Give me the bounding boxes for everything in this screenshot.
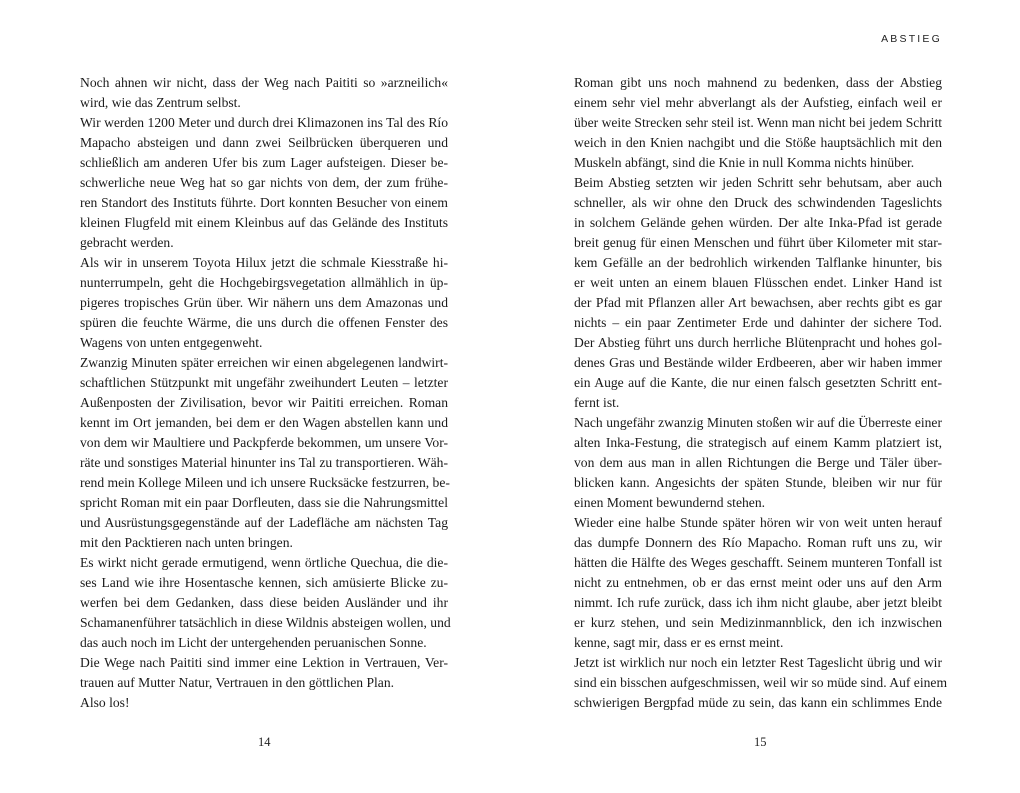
left-page-number: 14 — [258, 735, 271, 749]
text-line: schaftlichen Stützpunkt mit ungefähr zweihundert Leuten – letzter — [80, 375, 448, 390]
text-line: weich in den Knien nachgibt und die Stöße hauptsächlich mit den — [574, 135, 942, 150]
text-line: räte und sonstiges Material hinunter ins Tal zu transportieren. Wäh- — [80, 455, 448, 470]
text-line: Zwanzig Minuten später erreichen wir einen abgelegenen landwirt- — [80, 355, 448, 370]
text-line: kem Gefälle an der bedrohlich wirkenden Talflanke hinunter, bis — [574, 255, 942, 270]
text-line: Als wir in unserem Toyota Hilux jetzt die schmale Kiesstraße hi- — [80, 255, 448, 270]
text-line: fernt ist. — [574, 395, 620, 410]
running-head: ABSTIEG — [881, 33, 942, 45]
text-line: wird, wie das Zentrum selbst. — [80, 95, 241, 110]
text-line: von dem wir Maultiere und Packpferde bekommen, um unsere Vor- — [80, 435, 448, 450]
text-line: Beim Abstieg setzten wir jeden Schritt sehr behutsam, aber auch — [574, 175, 942, 190]
text-line: ein Auge auf die Kante, die nur einen falsch gesetzten Schritt ent- — [574, 375, 942, 390]
left-page-body — [80, 73, 451, 713]
text-line: mit den Packtieren nach unten bringen. — [80, 535, 293, 550]
text-line: Der Abstieg führt uns durch herrliche Blütenpracht und hohes gol- — [574, 335, 942, 350]
text-line: schneller, als wir ohne den Druck des schwindenden Tageslichts — [574, 195, 942, 210]
text-line: kenne, sagt mir, dass er es ernst meint. — [574, 635, 784, 650]
right-page-number: 15 — [754, 735, 767, 749]
text-line: gebracht werden. — [80, 235, 174, 250]
text-line: kleinen Flugfeld mit einem Kleinbus auf das Gelände des Instituts — [80, 215, 448, 230]
text-line: spricht Roman mit ein paar Dorfleuten, dass sie die Nahrungsmittel — [80, 495, 448, 510]
text-line: Noch ahnen wir nicht, dass der Weg nach Paititi so »arzneilich« — [80, 75, 448, 90]
text-line: denes Gras und Bestände wilder Erdbeeren, aber wir haben immer — [574, 355, 942, 370]
text-line: Nach ungefähr zwanzig Minuten stoßen wir auf die Überreste einer — [574, 415, 942, 430]
text-line: rend mein Kollege Mileen und ich unsere Rucksäcke festzurren, be- — [80, 475, 450, 490]
text-line: Muskeln abfängt, sind die Knie in null Komma nichts hinüber. — [574, 155, 915, 170]
text-line: das dumpfe Donnern des Río Mapacho. Roman ruft uns zu, wir — [574, 535, 942, 550]
text-line: hätten die Hälfte des Weges geschafft. Seinem munteren Tonfall ist — [574, 555, 942, 570]
text-line: und Ausrüstungsgegenstände auf der Ladefläche am nächsten Tag — [80, 515, 448, 530]
text-line: kennt im Ort jemanden, bei dem er den Wagen abstellen kann und — [80, 415, 448, 430]
right-page-body — [574, 73, 948, 713]
text-line: ses Land wie ihre Hosentasche kennen, sich amüsierte Blicke zu- — [80, 575, 448, 590]
text-line: einen Moment bewundernd stehen. — [574, 495, 766, 510]
text-line: werfen bei dem Gedanken, dass diese beiden Ausländer und ihr — [80, 595, 448, 610]
text-line: einem sehr viel mehr abverlangt als der Aufstieg, einfach weil er — [574, 95, 942, 110]
text-line: breit genug für einen Menschen und führt über Kilometer mit star- — [574, 235, 942, 250]
text-line: nicht zu entnehmen, ob er das ernst meint oder uns auf den Arm — [574, 575, 942, 590]
text-line: er weit unten an einem blauen Flüsschen endet. Linker Hand ist — [574, 275, 942, 290]
text-line: Wagens von unten entgegenweht. — [80, 335, 263, 350]
text-line: Schamanenführer tatsächlich in diese Wildnis absteigen wollen, und — [80, 615, 451, 630]
text-line: Roman gibt uns noch mahnend zu bedenken, dass der Abstieg — [574, 75, 942, 90]
text-line: Außenposten der Zivilisation, bevor wir Paititi erreichen. Roman — [80, 395, 448, 410]
text-line: Die Wege nach Paititi sind immer eine Lektion in Vertrauen, Ver- — [80, 655, 448, 670]
text-line: Jetzt ist wirklich nur noch ein letzter Rest Tageslicht übrig und wir — [574, 655, 942, 670]
text-line: sind ein bisschen aufgeschmissen, weil wir so müde sind. Auf einem — [574, 675, 948, 690]
text-line: schwierigen Bergpfad müde zu sein, das kann ein schlimmes Ende — [574, 695, 942, 710]
text-line: in solchem Gelände gehen würden. Der alte Inka-Pfad ist gerade — [574, 215, 942, 230]
text-line: von dem aus man in allen Richtungen die Berge und Täler über- — [574, 455, 942, 470]
text-line: nichts – ein paar Zentimeter Erde und dahinter der sichere Tod. — [574, 315, 942, 330]
text-line: er kurz stehen, und sein Medizinmannblick, den ich inzwischen — [574, 615, 942, 630]
text-line: Es wirkt nicht gerade ermutigend, wenn örtliche Quechua, die die- — [80, 555, 448, 570]
text-line: Wir werden 1200 Meter und durch drei Klimazonen ins Tal des Río — [80, 115, 448, 130]
text-line: alten Inka-Festung, die strategisch auf einem Kamm platziert ist, — [574, 435, 942, 450]
text-line: blicken kann. Angesichts der späten Stunde, bleiben wir nur für — [574, 475, 942, 490]
text-line: nunterrumpeln, geht die Hochgebirgsvegetation allmählich in üp- — [80, 275, 448, 290]
text-line: pigeres tropisches Grün über. Wir nähern uns dem Amazonas und — [80, 295, 448, 310]
text-line: schwerliche neue Weg hat so gar nichts von dem, der zum frühe- — [80, 175, 448, 190]
text-line: Also los! — [80, 695, 130, 710]
text-line: schließlich am anderen Ufer bis zum Lager aufsteigen. Dieser be- — [80, 155, 448, 170]
text-line: über weite Strecken sehr steil ist. Wenn man nicht bei jedem Schritt — [574, 115, 942, 130]
text-line: der Pfad mit Pflanzen aller Art bewachsen, aber rechts gibt es gar — [574, 295, 942, 310]
text-line: Mapacho absteigen und dann zwei Seilbrücken überqueren und — [80, 135, 448, 150]
text-line: Wieder eine halbe Stunde später hören wir von weit unten herauf — [574, 515, 942, 530]
text-line: spüren die feuchte Wärme, die uns durch die offenen Fenster des — [80, 315, 448, 330]
right-page — [510, 0, 1020, 793]
text-line: das auch noch im Licht der untergehenden peruanischen Sonne. — [80, 635, 427, 650]
text-line: trauen auf Mutter Natur, Vertrauen in den göttlichen Plan. — [80, 675, 395, 690]
text-line: ren Standort des Instituts führte. Dort konnten Besucher von einem — [80, 195, 448, 210]
text-line: nimmt. Ich rufe zurück, dass ich ihm nicht glaube, aber jetzt bleibt — [574, 595, 942, 610]
